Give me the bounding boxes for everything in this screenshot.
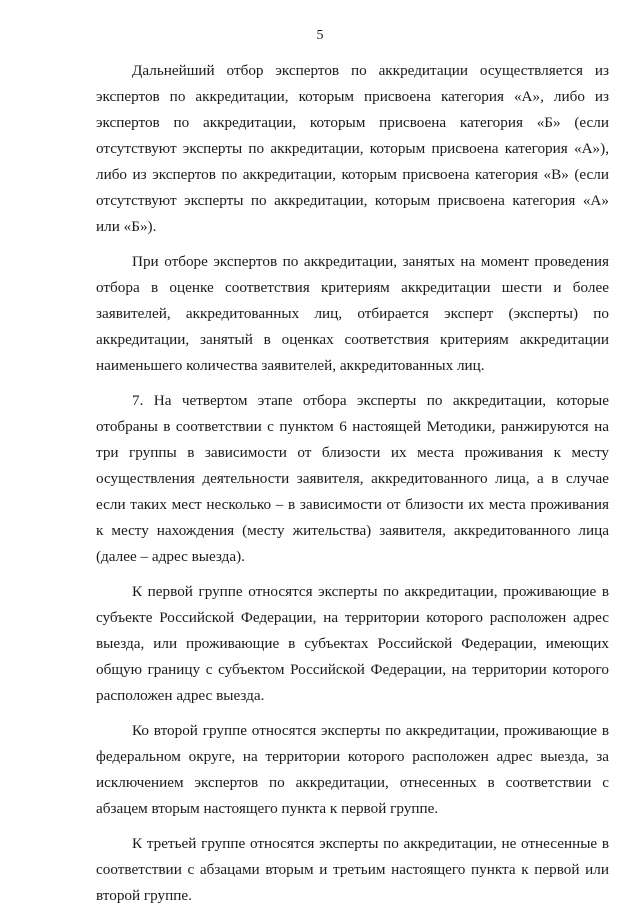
document-body: [96, 58, 609, 918]
paragraph-selection-order: Дальнейший отбор экспертов по аккредитации осуществляется из экспертов по аккредитации, которым присвоена категория «А», либо из экспертов по аккредитации, которым присвоена категория «Б» (если отсутствуют эксперты по аккредитации, которым присвоена категория «А»), либо из экспертов по аккредитации, которым присвоена категория «В» (если отсутствуют эксперты по аккредитации, которым присвоена категория «А» или «Б»).: [96, 62, 609, 235]
paragraph-second-group: Ко второй группе относятся эксперты по аккредитации, проживающие в федеральном округе, на территории которого расположен адрес выезда, за исключением экспертов по аккредитации, отнесенных в соответствии с абзацем вторым настоящего пункта к первой группе.: [96, 722, 609, 817]
paragraph-busy-experts: При отборе экспертов по аккредитации, занятых на момент проведения отбора в оценке соответствия критериям аккредитации шести и более заявителей, аккредитованных лиц, отбирается эксперт (эксперты) по аккредитации, занятый в оценках соответствия критериям аккредитации наименьшего количества заявителей, аккредитованных лиц.: [96, 253, 609, 374]
page-number: 5: [316, 28, 324, 43]
paragraph-first-group: К первой группе относятся эксперты по аккредитации, проживающие в субъекте Российской Федерации, на территории которого расположен адрес выезда, или проживающие в субъектах Российской Федерации, имеющих общую границу с субъектом Российской Федерации, на территории которого расположен адрес выезда.: [96, 583, 609, 704]
paragraph-third-group: К третьей группе относятся эксперты по аккредитации, не отнесенные в соответствии с абзацами вторым и третьим настоящего пункта к первой или второй группе.: [96, 835, 609, 904]
paragraph-item-7: 7. На четвертом этапе отбора эксперты по аккредитации, которые отобраны в соответствии с пунктом 6 настоящей Методики, ранжируются на три группы в зависимости от близости их места проживания к месту осуществления деятельности заявителя, аккредитованного лица, а в случае если таких мест несколько – в зависимости от близости их места проживания к месту нахождения (месту жительства) заявителя, аккредитованного лица (далее – адрес выезда).: [96, 392, 609, 565]
